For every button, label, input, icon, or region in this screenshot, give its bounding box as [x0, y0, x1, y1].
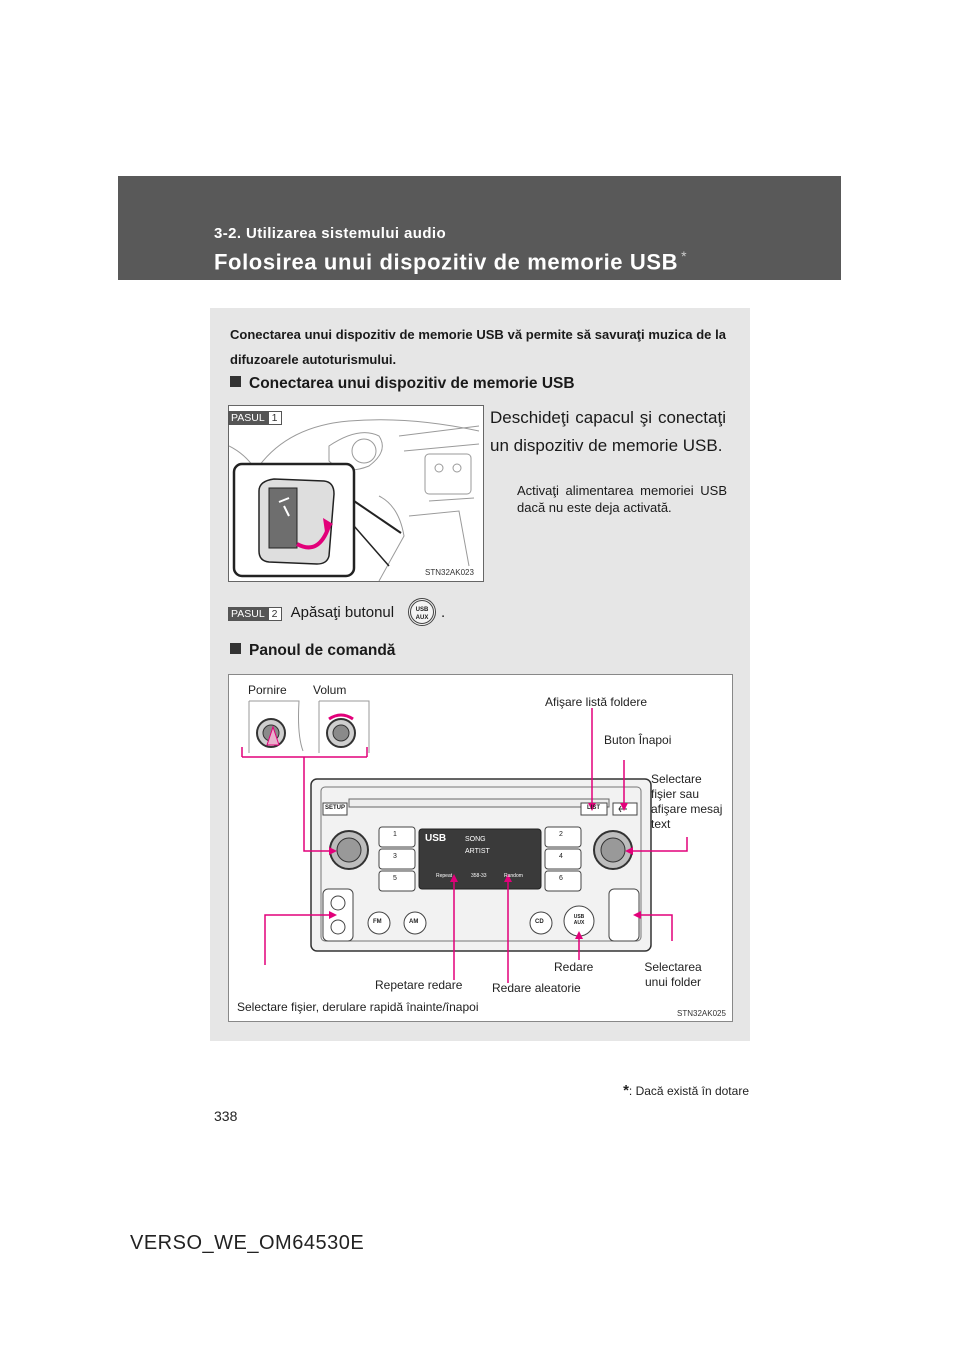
- section-heading-connect-text: Conectarea unui dispozitiv de memorie USB: [249, 375, 575, 392]
- page-title-text: Folosirea unui dispozitiv de memorie USB: [214, 249, 679, 275]
- figure-code: STN32AK023: [425, 568, 474, 577]
- step-tag: PASUL: [228, 607, 268, 621]
- figure-code: STN32AK025: [677, 1009, 726, 1018]
- screen-song: SONG: [465, 836, 486, 843]
- page-title: [214, 248, 687, 275]
- step-tag: PASUL: [228, 411, 268, 425]
- preset-6: 6: [559, 875, 563, 882]
- footnote-mark: *: [623, 1082, 629, 1099]
- setup-button: SETUP: [325, 805, 346, 811]
- label-folder-list: Afişare listă foldere: [545, 695, 648, 709]
- usb-aux-button-icon: USB AUX: [408, 598, 436, 626]
- label-volume: Volum: [313, 683, 347, 697]
- label-play: Redare: [554, 960, 594, 974]
- screen-usb: USB: [425, 833, 447, 844]
- section-heading-connect: [230, 375, 575, 393]
- usb-port-illustration: [229, 406, 483, 581]
- step2-instruction: Apăsaţi butonul: [290, 604, 395, 621]
- document-code: VERSO_WE_OM64530E: [130, 1232, 365, 1254]
- usb-aux-button: USB AUX: [573, 914, 585, 926]
- title-footnote-mark: *: [681, 248, 688, 264]
- section-heading-panel-text: Panoul de comandă: [249, 642, 396, 659]
- footnote-text: : Dacă există în dotare: [628, 1084, 749, 1098]
- section-subtitle: 3-2. Utilizarea sistemului audio: [214, 225, 447, 242]
- cd-button: CD: [535, 919, 544, 925]
- step1-instruction: Deschideţi capacul şi conectaţi un dispozitiv de memorie USB.: [490, 408, 726, 455]
- section-heading-panel: [230, 642, 395, 660]
- step2: [228, 604, 394, 621]
- step1-label: [228, 408, 282, 426]
- label-select-file: Selectare fişier sau afişare mesaj text: [651, 772, 723, 831]
- am-button: AM: [409, 919, 419, 925]
- bullet-square-icon: [230, 643, 241, 654]
- label-power: Pornire: [248, 683, 287, 697]
- step2-suffix: .: [441, 604, 446, 621]
- fm-button: FM: [373, 919, 382, 925]
- screen-repeat: Repeat: [436, 873, 453, 879]
- preset-4: 4: [559, 853, 563, 860]
- preset-2: 2: [559, 831, 563, 838]
- label-random: Redare aleatorie: [492, 981, 581, 995]
- footnote: [623, 1082, 749, 1099]
- list-button: LIST: [587, 805, 600, 811]
- screen-track: 358-33: [471, 873, 487, 879]
- preset-3: 3: [393, 853, 397, 860]
- label-select-folder: Selectarea unui folder: [644, 960, 702, 989]
- control-panel-figure: [228, 674, 733, 1022]
- label-repeat: Repetare redare: [375, 978, 463, 992]
- screen-random: Random: [504, 873, 523, 879]
- bullet-square-icon: [230, 376, 241, 387]
- label-back-button: Buton Înapoi: [604, 733, 672, 747]
- label-seek: Selectare fişier, derulare rapidă înainte/înapoi: [237, 1000, 479, 1014]
- step-number: 1: [268, 411, 282, 425]
- step1-figure: [228, 405, 484, 582]
- intro-paragraph: Conectarea unui dispozitiv de memorie USB vă permite să savuraţi muzica de la difuzoarele autoturismului.: [230, 327, 726, 367]
- section-header: [118, 176, 841, 280]
- preset-1: 1: [393, 831, 397, 838]
- page-number: 338: [214, 1108, 238, 1124]
- step-number: 2: [268, 607, 282, 621]
- screen-artist: ARTIST: [465, 848, 490, 855]
- step1-note: Activaţi alimentarea memoriei USB dacă nu este deja activată.: [517, 483, 727, 515]
- preset-5: 5: [393, 875, 397, 882]
